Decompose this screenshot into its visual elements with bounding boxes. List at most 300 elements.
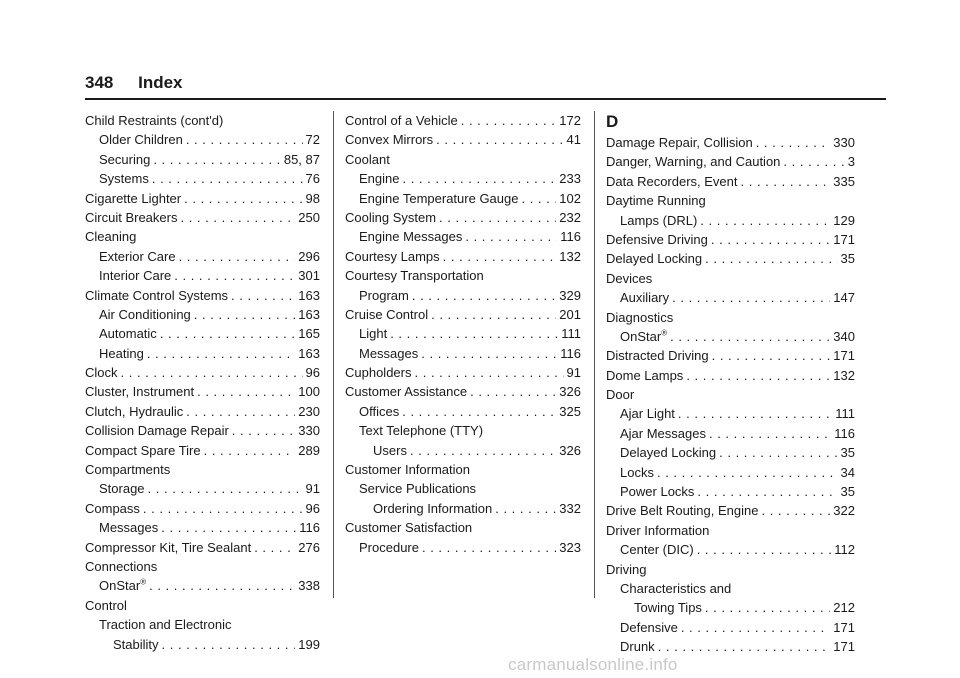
index-entry xyxy=(345,382,581,401)
entry-label-text: Compass xyxy=(85,500,140,516)
index-subentry xyxy=(85,576,320,595)
entry-label-text: Dome Lamps xyxy=(606,367,684,383)
index-subentry xyxy=(606,288,855,307)
registered-mark: ® xyxy=(140,578,147,588)
entry-label-text: Customer Information xyxy=(345,462,470,478)
index-entry xyxy=(606,501,855,520)
index-subentry xyxy=(345,189,581,208)
entry-label xyxy=(85,208,177,227)
entry-label-text: Text Telephone (TTY) xyxy=(359,423,484,439)
page-reference: 163 xyxy=(298,345,320,361)
entry-label-text: Clock xyxy=(85,365,118,381)
dot-leader xyxy=(705,598,830,617)
entry-label xyxy=(85,441,201,460)
page-reference: 340 xyxy=(833,328,855,344)
dot-leader xyxy=(162,635,296,654)
page-reference: 132 xyxy=(833,367,855,383)
index-subentry xyxy=(345,286,581,305)
entry-label xyxy=(359,286,409,305)
page-reference: 147 xyxy=(833,290,855,306)
dot-leader xyxy=(121,363,303,382)
watermark: carmanualsonline.info xyxy=(508,655,678,674)
entry-label-text: Courtesy Lamps xyxy=(345,248,440,264)
entry-label xyxy=(606,501,758,520)
index-entry xyxy=(606,366,855,385)
dot-leader xyxy=(184,189,302,208)
page-reference: 289 xyxy=(298,442,320,458)
entry-label-text: Users xyxy=(373,442,407,458)
entry-label xyxy=(359,421,483,440)
index-subentry xyxy=(85,130,320,149)
dot-leader xyxy=(439,208,556,227)
index-subentry xyxy=(606,579,855,598)
registered-mark: ® xyxy=(661,328,668,338)
index-subentry xyxy=(345,499,581,518)
index-subentry xyxy=(85,324,320,343)
dot-leader xyxy=(711,230,830,249)
entry-label xyxy=(345,208,436,227)
dot-leader xyxy=(160,324,295,343)
entry-label-text: Compressor Kit, Tire Sealant xyxy=(85,539,252,555)
dot-leader xyxy=(179,247,296,266)
entry-label xyxy=(606,269,652,288)
entry-label xyxy=(85,227,136,246)
dot-leader xyxy=(709,424,831,443)
entry-label xyxy=(620,211,697,230)
page-reference: 330 xyxy=(833,135,855,150)
index-entry xyxy=(606,172,855,191)
page-reference: 100 xyxy=(298,384,320,400)
entry-label-text: OnStar xyxy=(99,578,141,594)
dot-leader xyxy=(174,266,295,285)
entry-label xyxy=(620,637,655,656)
page-reference: 116 xyxy=(299,520,320,536)
dot-leader xyxy=(204,441,296,460)
index-subentry xyxy=(345,479,581,498)
page-reference: 296 xyxy=(298,248,320,264)
index-subentry xyxy=(606,637,855,656)
section-letter: D xyxy=(606,112,619,131)
page-reference: 199 xyxy=(298,636,320,652)
entry-label-text: Diagnostics xyxy=(606,309,674,325)
entry-label-text: Cruise Control xyxy=(345,306,429,322)
index-entry xyxy=(606,230,855,249)
index-column-1 xyxy=(85,111,320,654)
dot-leader xyxy=(436,130,563,149)
page-reference: 322 xyxy=(833,503,855,519)
entry-label xyxy=(85,286,228,305)
page-reference: 326 xyxy=(559,384,581,400)
page-reference: 212 xyxy=(833,600,855,616)
entry-label xyxy=(345,305,428,324)
dot-leader xyxy=(678,404,832,423)
index-entry xyxy=(85,189,320,208)
entry-label-text: Connections xyxy=(85,558,158,574)
index-subentry xyxy=(345,421,581,440)
entry-label xyxy=(345,518,472,537)
index-entry xyxy=(345,208,581,227)
entry-label-text: Center (DIC) xyxy=(620,542,694,558)
index-entry xyxy=(345,266,581,285)
entry-label xyxy=(99,576,146,595)
page-reference: 201 xyxy=(559,306,581,322)
entry-label xyxy=(99,266,171,285)
entry-label-text: Compact Spare Tire xyxy=(85,442,201,458)
dot-leader xyxy=(152,169,303,188)
index-entry xyxy=(606,133,855,152)
index-subentry xyxy=(345,344,581,363)
index-entry xyxy=(606,191,855,210)
index-entry xyxy=(85,382,320,401)
index-entry xyxy=(85,111,320,130)
page-reference: 276 xyxy=(298,539,320,555)
page-reference: 323 xyxy=(559,539,581,555)
entry-label-text: Cluster, Instrument xyxy=(85,384,195,400)
index-entry xyxy=(85,286,320,305)
index-entry xyxy=(345,247,581,266)
index-entry xyxy=(606,560,855,579)
index-subentry xyxy=(606,404,855,423)
index-entry xyxy=(606,521,855,540)
entry-label xyxy=(85,499,140,518)
dot-leader xyxy=(153,150,281,169)
page-reference: 96 xyxy=(305,365,320,381)
dot-leader xyxy=(415,363,564,382)
entry-label-text: Coolant xyxy=(345,151,390,167)
index-entry xyxy=(85,363,320,382)
page-reference: 112 xyxy=(834,542,855,558)
entry-label xyxy=(85,538,251,557)
dot-leader xyxy=(186,402,295,421)
dot-leader xyxy=(658,637,831,656)
entry-label-text: Automatic xyxy=(99,326,157,342)
entry-label xyxy=(99,130,183,149)
entry-label-text: Driver Information xyxy=(606,522,710,538)
entry-label xyxy=(606,249,702,268)
entry-label-text: Ajar Light xyxy=(620,406,675,422)
entry-label xyxy=(620,404,675,423)
index-entry xyxy=(85,499,320,518)
entry-label-text: Drunk xyxy=(620,639,655,655)
page-reference: 163 xyxy=(298,306,320,322)
index-entry xyxy=(85,208,320,227)
dot-leader xyxy=(194,305,296,324)
index-entry xyxy=(85,227,320,246)
index-column-2 xyxy=(345,111,581,557)
dot-leader xyxy=(521,189,556,208)
entry-label-text: Procedure xyxy=(359,539,419,555)
dot-leader xyxy=(254,538,295,557)
index-entry xyxy=(345,130,581,149)
index-subentry xyxy=(606,482,855,501)
dot-leader xyxy=(431,305,556,324)
entry-label-text: Heating xyxy=(99,345,144,361)
dot-leader xyxy=(719,443,837,462)
index-subentry xyxy=(345,402,581,421)
dot-leader xyxy=(402,402,556,421)
entry-label-text: Danger, Warning, and Caution xyxy=(606,154,781,170)
entry-label xyxy=(99,324,157,343)
entry-label-text: Older Children xyxy=(99,132,183,148)
page-reference: 329 xyxy=(559,287,581,303)
entry-label xyxy=(359,402,399,421)
entry-label xyxy=(606,385,634,404)
index-subentry xyxy=(85,479,320,498)
entry-label xyxy=(620,288,669,307)
page-reference: 96 xyxy=(305,500,320,516)
page-reference: 250 xyxy=(298,209,320,225)
dot-leader xyxy=(686,366,830,385)
entry-label xyxy=(85,460,170,479)
entry-label xyxy=(606,346,709,365)
dot-leader xyxy=(461,111,557,130)
page-reference: 102 xyxy=(559,190,581,206)
page-reference: 34 xyxy=(840,464,855,480)
page-reference: 171 xyxy=(833,231,855,247)
entry-label-text: Clutch, Hydraulic xyxy=(85,403,184,419)
entry-label xyxy=(620,579,731,598)
entry-label-text: Defensive Driving xyxy=(606,231,708,247)
index-entry xyxy=(345,111,581,130)
index-entry xyxy=(606,249,855,268)
page-reference: 332 xyxy=(559,500,581,516)
page-reference: 171 xyxy=(833,619,855,635)
page-reference: 330 xyxy=(298,423,320,439)
entry-label xyxy=(345,247,440,266)
index-subentry xyxy=(606,618,855,637)
entry-label xyxy=(359,227,462,246)
page-reference: 132 xyxy=(559,248,581,264)
index-subentry xyxy=(85,247,320,266)
index-subentry xyxy=(85,150,320,169)
entry-label-text: Auxiliary xyxy=(620,290,670,306)
page-reference: 35 xyxy=(840,445,855,461)
entry-label xyxy=(606,366,683,385)
entry-label xyxy=(99,305,191,324)
entry-label xyxy=(85,189,181,208)
dot-leader xyxy=(443,247,557,266)
entry-label-text: Exterior Care xyxy=(99,248,176,264)
index-entry xyxy=(85,460,320,479)
entry-label-text: Collision Damage Repair xyxy=(85,423,229,439)
dot-leader xyxy=(148,479,303,498)
page-reference: 91 xyxy=(566,365,581,381)
index-subentry xyxy=(85,344,320,363)
entry-label-text: Control xyxy=(85,597,127,613)
index-subentry xyxy=(85,615,320,634)
dot-leader xyxy=(143,499,303,518)
page-reference: 35 xyxy=(840,251,855,267)
page-reference: 163 xyxy=(298,287,320,303)
index-entry xyxy=(345,460,581,479)
dot-leader xyxy=(741,172,831,191)
entry-label-text: Climate Control Systems xyxy=(85,287,229,303)
index-subentry xyxy=(606,463,855,482)
index-subentry xyxy=(606,443,855,462)
entry-label xyxy=(606,191,706,210)
page-reference: 325 xyxy=(559,403,581,419)
entry-label-text: Customer Assistance xyxy=(345,384,468,400)
entry-label-text: Program xyxy=(359,287,409,303)
index-subentry xyxy=(345,538,581,557)
entry-label xyxy=(85,382,194,401)
entry-label xyxy=(99,169,149,188)
entry-label xyxy=(634,598,702,617)
entry-label xyxy=(359,344,418,363)
entry-label xyxy=(606,521,709,540)
page-reference: 230 xyxy=(298,403,320,419)
entry-label-text: Data Recorders, Event xyxy=(606,173,738,189)
entry-label-text: Door xyxy=(606,387,635,403)
entry-label-text: Stability xyxy=(113,636,159,652)
entry-label-text: Cigarette Lighter xyxy=(85,190,182,206)
entry-label xyxy=(606,152,780,171)
entry-label-text: Engine Messages xyxy=(359,229,463,245)
entry-label xyxy=(373,441,407,460)
entry-label xyxy=(359,169,399,188)
entry-label-text: Delayed Locking xyxy=(606,251,703,267)
page-reference: 116 xyxy=(560,229,581,245)
entry-label-text: Storage xyxy=(99,481,145,497)
entry-label xyxy=(113,635,159,654)
entry-label-text: Lamps (DRL) xyxy=(620,212,698,228)
dot-leader xyxy=(390,324,558,343)
entry-label xyxy=(85,421,229,440)
entry-label-text: Messages xyxy=(359,345,419,361)
page-reference: 335 xyxy=(833,173,855,189)
entry-label xyxy=(99,615,231,634)
entry-label xyxy=(345,363,412,382)
index-entry xyxy=(606,385,855,404)
index-entry xyxy=(85,557,320,576)
page-reference: 171 xyxy=(833,348,855,364)
index-entry xyxy=(606,308,855,327)
page-reference: 72 xyxy=(305,132,320,148)
index-subentry xyxy=(606,540,855,559)
entry-label-text: Delayed Locking xyxy=(620,445,717,461)
entry-label xyxy=(99,247,176,266)
page-reference: 3 xyxy=(847,154,855,170)
dot-leader xyxy=(495,499,556,518)
dot-leader xyxy=(700,211,830,230)
entry-label xyxy=(620,618,678,637)
entry-label xyxy=(359,479,476,498)
index-entry xyxy=(345,518,581,537)
index-entry xyxy=(606,152,855,171)
entry-label xyxy=(99,518,158,537)
index-entry xyxy=(345,363,581,382)
index-entry xyxy=(606,346,855,365)
entry-label xyxy=(606,133,753,152)
entry-label xyxy=(620,463,654,482)
dot-leader xyxy=(705,249,837,268)
entry-label-text: Defensive xyxy=(620,619,678,635)
entry-label-text: Air Conditioning xyxy=(99,306,191,322)
entry-label xyxy=(85,557,157,576)
entry-label xyxy=(606,172,738,191)
page-reference: 338 xyxy=(298,578,320,594)
dot-leader xyxy=(231,286,295,305)
index-entry xyxy=(85,538,320,557)
dot-leader xyxy=(712,346,831,365)
entry-label-text: OnStar xyxy=(620,328,662,344)
entry-label-text: Power Locks xyxy=(620,484,695,500)
dot-leader xyxy=(149,576,295,595)
entry-label xyxy=(85,596,127,615)
entry-label-text: Engine Temperature Gauge xyxy=(359,190,519,206)
dot-leader xyxy=(756,133,831,152)
dot-leader xyxy=(465,227,557,246)
entry-label-text: Driving xyxy=(606,561,647,577)
page-reference: 129 xyxy=(833,212,855,228)
dot-leader xyxy=(783,152,844,171)
page-reference: 116 xyxy=(560,345,581,361)
entry-label xyxy=(99,150,150,169)
dot-leader xyxy=(761,501,830,520)
entry-label xyxy=(345,150,390,169)
entry-label xyxy=(606,230,708,249)
entry-label-text: Devices xyxy=(606,270,653,286)
entry-label-text: Cooling System xyxy=(345,209,437,225)
page-reference: 171 xyxy=(833,639,855,655)
page-reference: 116 xyxy=(834,425,855,441)
index-subentry xyxy=(606,327,855,346)
index-entry xyxy=(85,421,320,440)
entry-label xyxy=(99,344,144,363)
entry-label xyxy=(620,327,667,346)
dot-leader xyxy=(670,327,830,346)
entry-label xyxy=(345,130,433,149)
index-entry xyxy=(85,441,320,460)
column-divider xyxy=(333,111,334,598)
dot-leader xyxy=(161,518,296,537)
index-subentry xyxy=(85,169,320,188)
entry-label-text: Convex Mirrors xyxy=(345,132,434,148)
entry-label xyxy=(85,363,118,382)
page-reference: 111 xyxy=(561,326,581,342)
dot-leader xyxy=(180,208,295,227)
index-entry xyxy=(85,596,320,615)
dot-leader xyxy=(657,463,838,482)
page-number: 348 xyxy=(85,73,114,92)
page-reference: 111 xyxy=(835,406,855,422)
entry-label-text: Characteristics and xyxy=(620,580,732,596)
entry-label-text: Interior Care xyxy=(99,268,172,284)
entry-label-text: Customer Satisfaction xyxy=(345,520,473,536)
entry-label-text: Child Restraints (cont'd) xyxy=(85,113,224,128)
entry-label-text: Cleaning xyxy=(85,229,137,245)
dot-leader xyxy=(421,344,557,363)
entry-label-text: Daytime Running xyxy=(606,193,706,209)
page-header xyxy=(85,73,183,93)
entry-label xyxy=(345,111,458,130)
header-rule xyxy=(85,98,886,100)
page-reference: 165 xyxy=(298,326,320,342)
entry-label xyxy=(620,424,706,443)
entry-label-text: Cupholders xyxy=(345,365,412,381)
column-divider xyxy=(594,111,595,598)
dot-leader xyxy=(697,482,837,501)
index-entry xyxy=(85,402,320,421)
index-entry xyxy=(345,150,581,169)
entry-label xyxy=(373,499,492,518)
index-entry xyxy=(345,305,581,324)
entry-label-text: Securing xyxy=(99,151,151,167)
page-title: Index xyxy=(138,73,183,92)
page-reference: 232 xyxy=(559,209,581,225)
entry-label-text: Towing Tips xyxy=(634,600,702,616)
dot-leader xyxy=(197,382,295,401)
